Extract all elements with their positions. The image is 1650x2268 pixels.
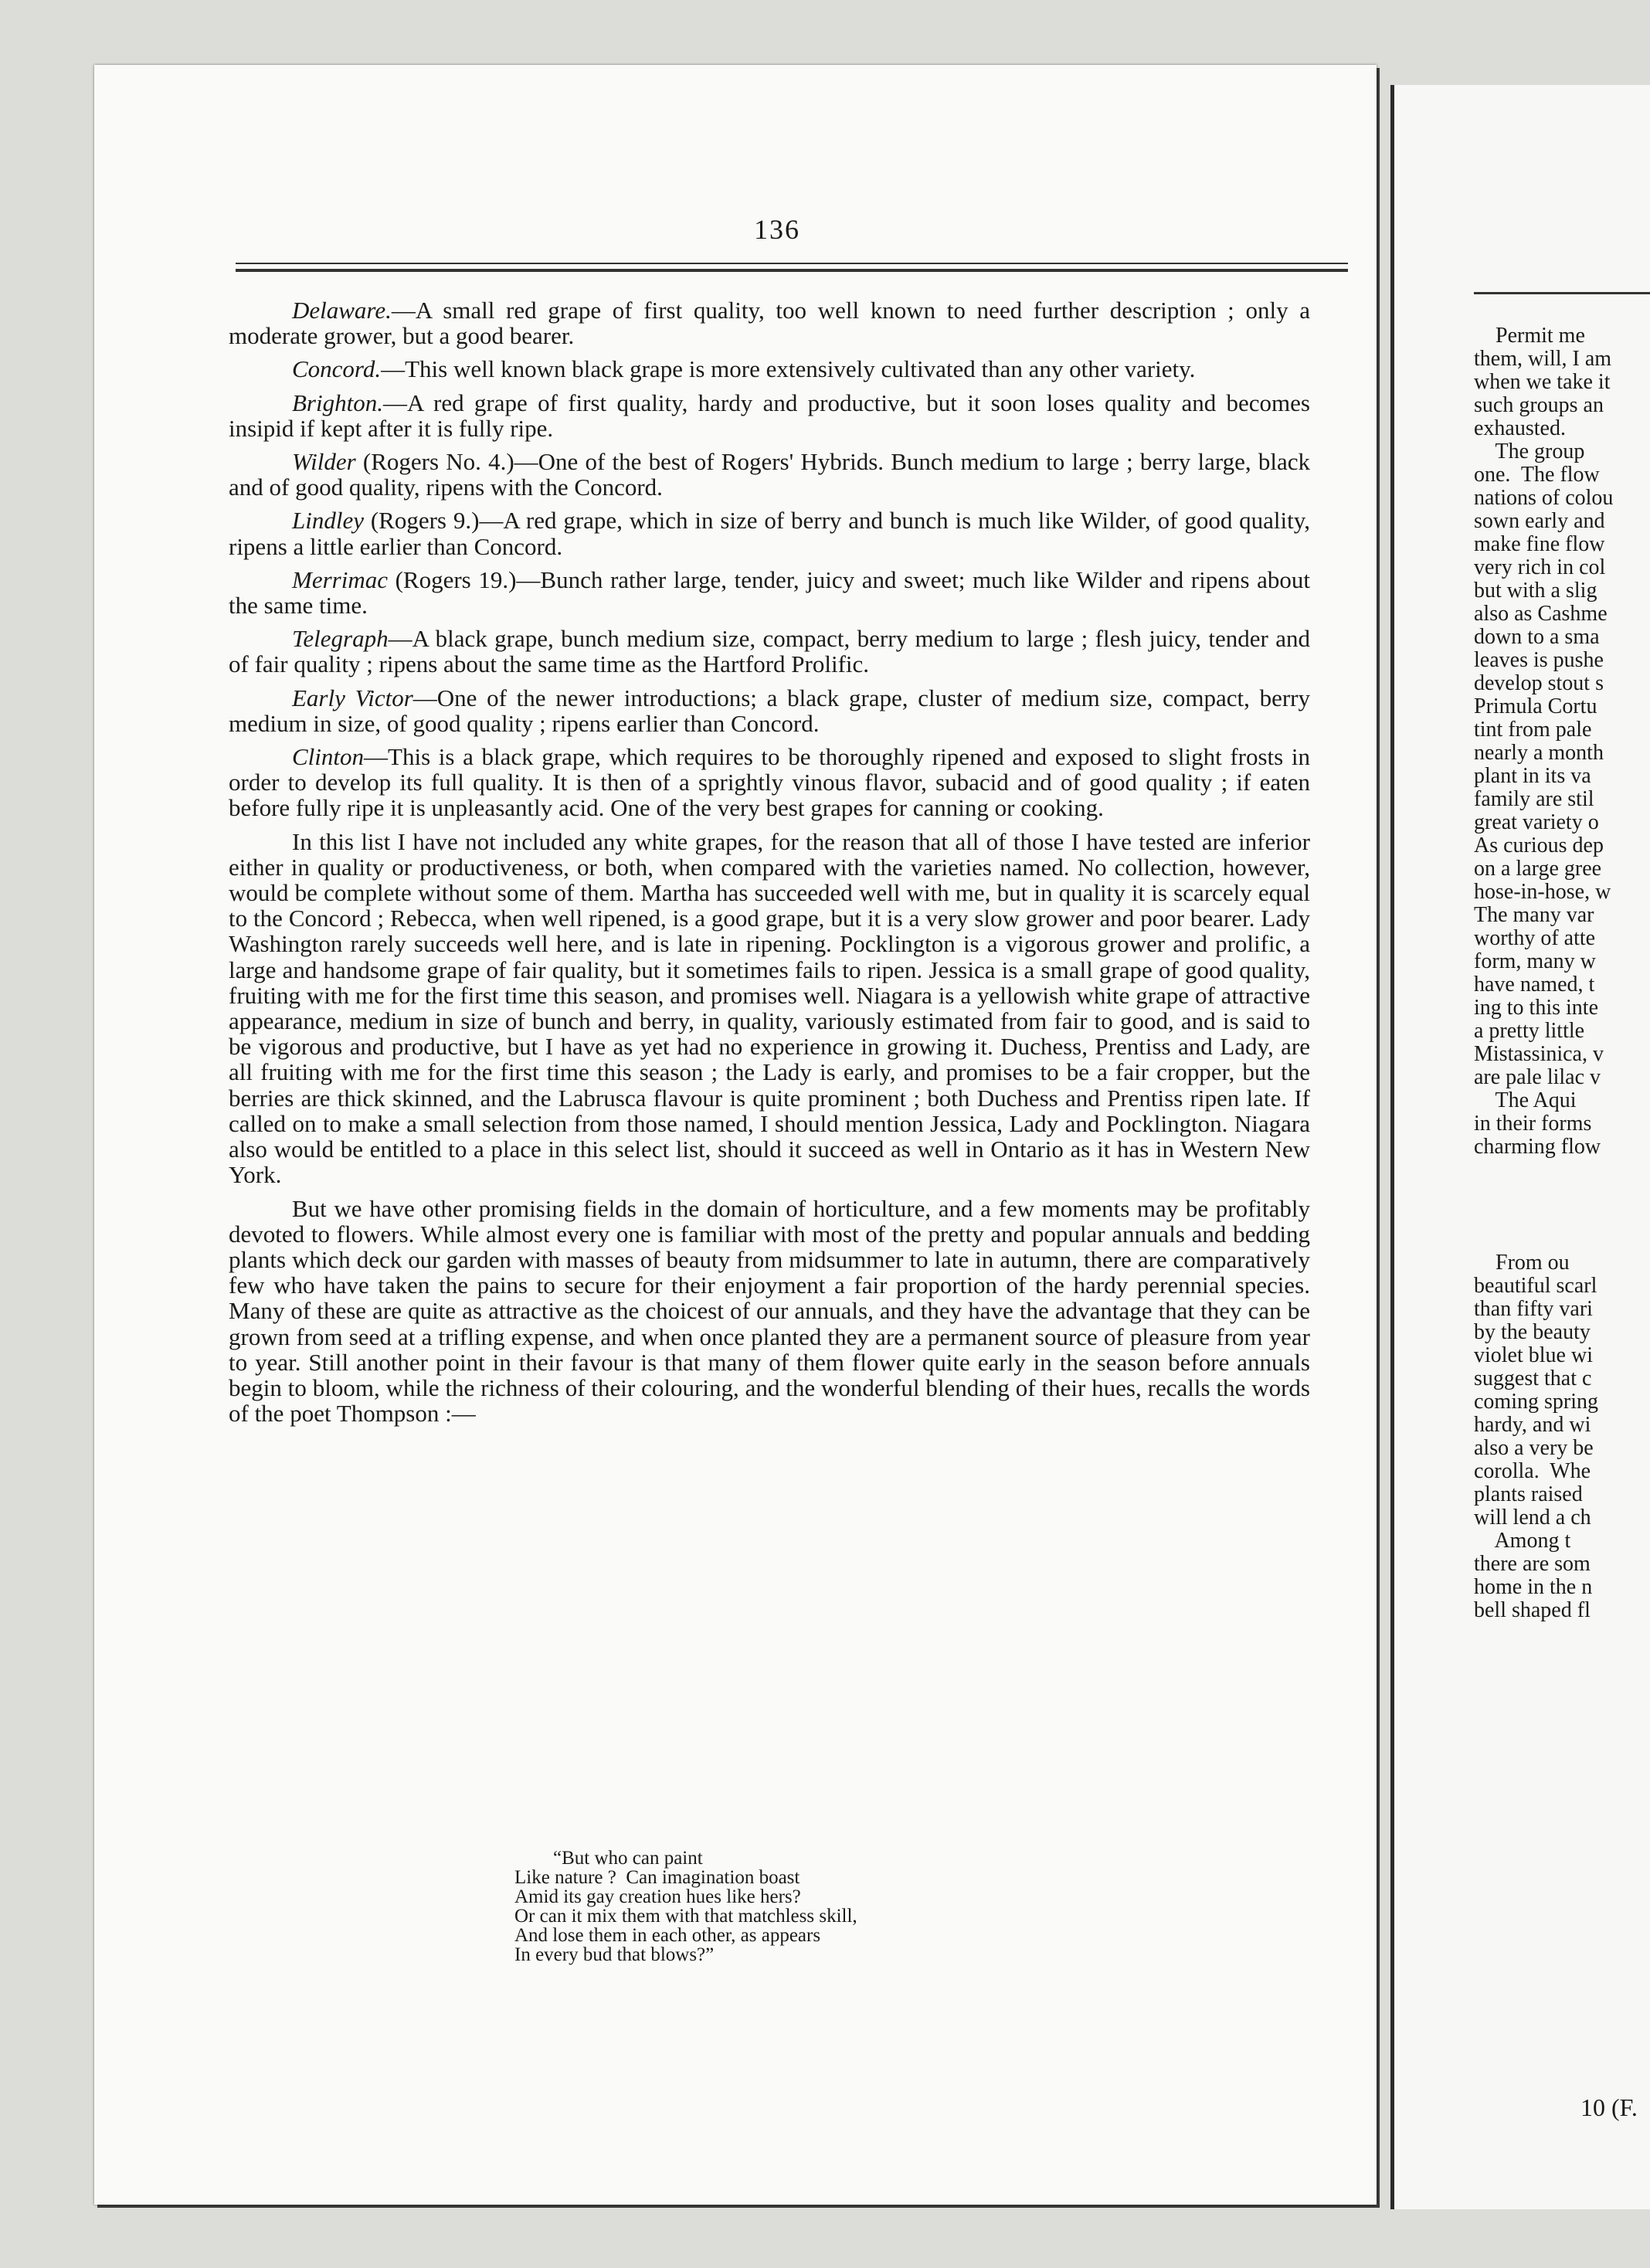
paragraph-text: In this list I have not included any white grapes, for the reason that all of those I have tested are inferior either in quality or productiveness, or both, when compared with the varieties named. No collection, however, would be complete without some of them. Martha has succeeded well with me, but in quality it is scarcely equal to the Concord ; Rebecca, when well ripened, is a good grape, but it is a very slow grower and poor bearer. Lady Washington rarely succeeds well here, and is late in ripening. Pocklington is a vigorous grower and prolific, a large and handsome grape of fair quality, but it sometimes fails to ripen. Jessica is a small grape of good quality, fruiting with me for the first time this season, and promises well. Niagara is a yellowish white grape of attractive appearance, medium in size of bunch and berry, in quality, variously estimated from fair to good, and is said to be vigorous and productive, but I have as yet had no experience in growing it. Duchess, Prentiss and Lady, are all fruiting with me for the first time this season ; the Lady is early, and promises to be a fair cropper, but the berries are thick skinned, and the Labrusca flavour is quite prominent ; both Duchess and Prentiss ripen late. If called on to make a small selection from those named, I should mention Jessica, Lady and Pocklington. Niagara also would be entitled to a place in this select list, should it succeed as well in Ontario as it has in Western New York. — [229, 827, 1310, 1189]
paragraph — [229, 449, 1310, 500]
variety-name: Early Victor — [292, 684, 413, 711]
header-rule-thick — [236, 269, 1348, 272]
paragraph — [229, 508, 1310, 559]
adjacent-page-rule — [1474, 292, 1650, 294]
paragraph — [229, 626, 1310, 677]
paragraph — [229, 297, 1310, 348]
paragraph — [229, 744, 1310, 821]
paragraph-text: But we have other promising fields in the domain of horticulture, and a few moments may be profitably devoted to flowers. While almost every one is familiar with most of the pretty and popular annuals and bedding plants which deck our garden with masses of beauty from midsummer to late in autumn, there are comparatively few who have taken the pains to secure for their enjoyment a fair proportion of the hardy perennial species. Many of these are quite as attractive as the choicest of our annuals, and they have the advantage that they can be grown from seed at a trifling expense, and when once planted they are a permanent source of pleasure from year to year. Still another point in their favour is that many of them flower quite early in the season before annuals begin to bloom, while the richness of their colouring, and the wonderful blending of their hues, recalls the words of the poet Thompson :— — [229, 1194, 1310, 1428]
paragraph-text: —One of the newer introductions; a black grape, cluster of medium size, compact, berry medium in size, of good quality ; ripens earlier than Concord. — [229, 684, 1311, 737]
variety-name: Telegraph — [292, 625, 389, 653]
paragraph — [229, 829, 1310, 1188]
paragraph-text: —This well known black grape is more extensively cultivated than any other variety. — [381, 355, 1196, 383]
adjacent-page-folio: 10 (F. — [1580, 2093, 1638, 2121]
page-number: 136 — [754, 214, 800, 245]
paragraph — [229, 356, 1310, 382]
variety-name: Wilder — [292, 448, 356, 476]
paragraph — [229, 567, 1310, 618]
variety-name: Delaware. — [292, 297, 392, 324]
adjacent-page-text: Permit me them, will, I am when we take it such groups an exhausted. The group one. The flow nations of colou sown early and make fine flow very rich in col but with a slig also as Cashme down to a sma leaves is pushe develop stout s Primula Cortu tint from pale nearly a month plant in its va family are stil great variety o As curious dep on a large gree hose-in-hose, w The many var worthy of atte form, many w have named, t ing to this inte a pretty little Mistassinica, v are pale lilac v The Aqui in their forms charming flow From ou beautiful scarl than fifty vari by the beauty violet blue wi suggest that c coming spring hardy, and wi also a very be corolla. Whe plants raised will lend a ch Among t there are som home in the n bell shaped fl — [1474, 324, 1614, 1622]
paragraph — [229, 390, 1310, 441]
paragraph-text: —A black grape, bunch medium size, compact, berry medium to large ; flesh juicy, tender and of fair quality ; ripens about the same time as the Hartford Prolific. — [229, 625, 1310, 678]
poem-quotation: “But who can paint Like nature ? Can imagination boast Amid its gay creation hues like hers? Or can it mix them with that matchless skill, And lose them in each other, as appears In every bud that blows?” — [514, 1848, 857, 1965]
paragraph-text: (Rogers 19.)—Bunch rather large, tender, juicy and sweet; much like Wilder and ripens about the same time. — [229, 565, 1310, 620]
paragraph-text: —A small red grape of first quality, too well known to need further description ; only a moderate grower, but a good bearer. — [229, 297, 1310, 350]
paragraph — [229, 685, 1310, 736]
variety-name: Concord. — [292, 355, 382, 383]
paragraph-text: —This is a black grape, which requires to be thoroughly ripened and exposed to slight frosts in order to develop its full quality. It is then of a sprightly vinous flavor, subacid and of good quality ; if eaten before fully ripe it is unpleasantly acid. One of the very best grapes for canning or cooking. — [229, 743, 1310, 822]
main-text — [229, 297, 1310, 1426]
paragraph-text: —A red grape of first quality, hardy and productive, but it soon loses quality and becomes insipid if kept after it is fully ripe. — [229, 389, 1310, 442]
variety-name: Brighton. — [292, 389, 383, 416]
paragraph-text: (Rogers No. 4.)—One of the best of Rogers' Hybrids. Bunch medium to large ; berry large, black and of good quality, ripens with the Concord. — [229, 448, 1310, 501]
variety-name: Merrimac — [292, 565, 388, 593]
variety-name: Lindley — [292, 507, 364, 535]
header-rule — [236, 263, 1348, 264]
paragraph-text: (Rogers 9.)—A red grape, which in size of berry and bunch is much like Wilder, of good quality, ripens a little earlier than Concord. — [229, 507, 1310, 560]
variety-name: Clinton — [292, 743, 365, 771]
paragraph — [229, 1196, 1310, 1427]
